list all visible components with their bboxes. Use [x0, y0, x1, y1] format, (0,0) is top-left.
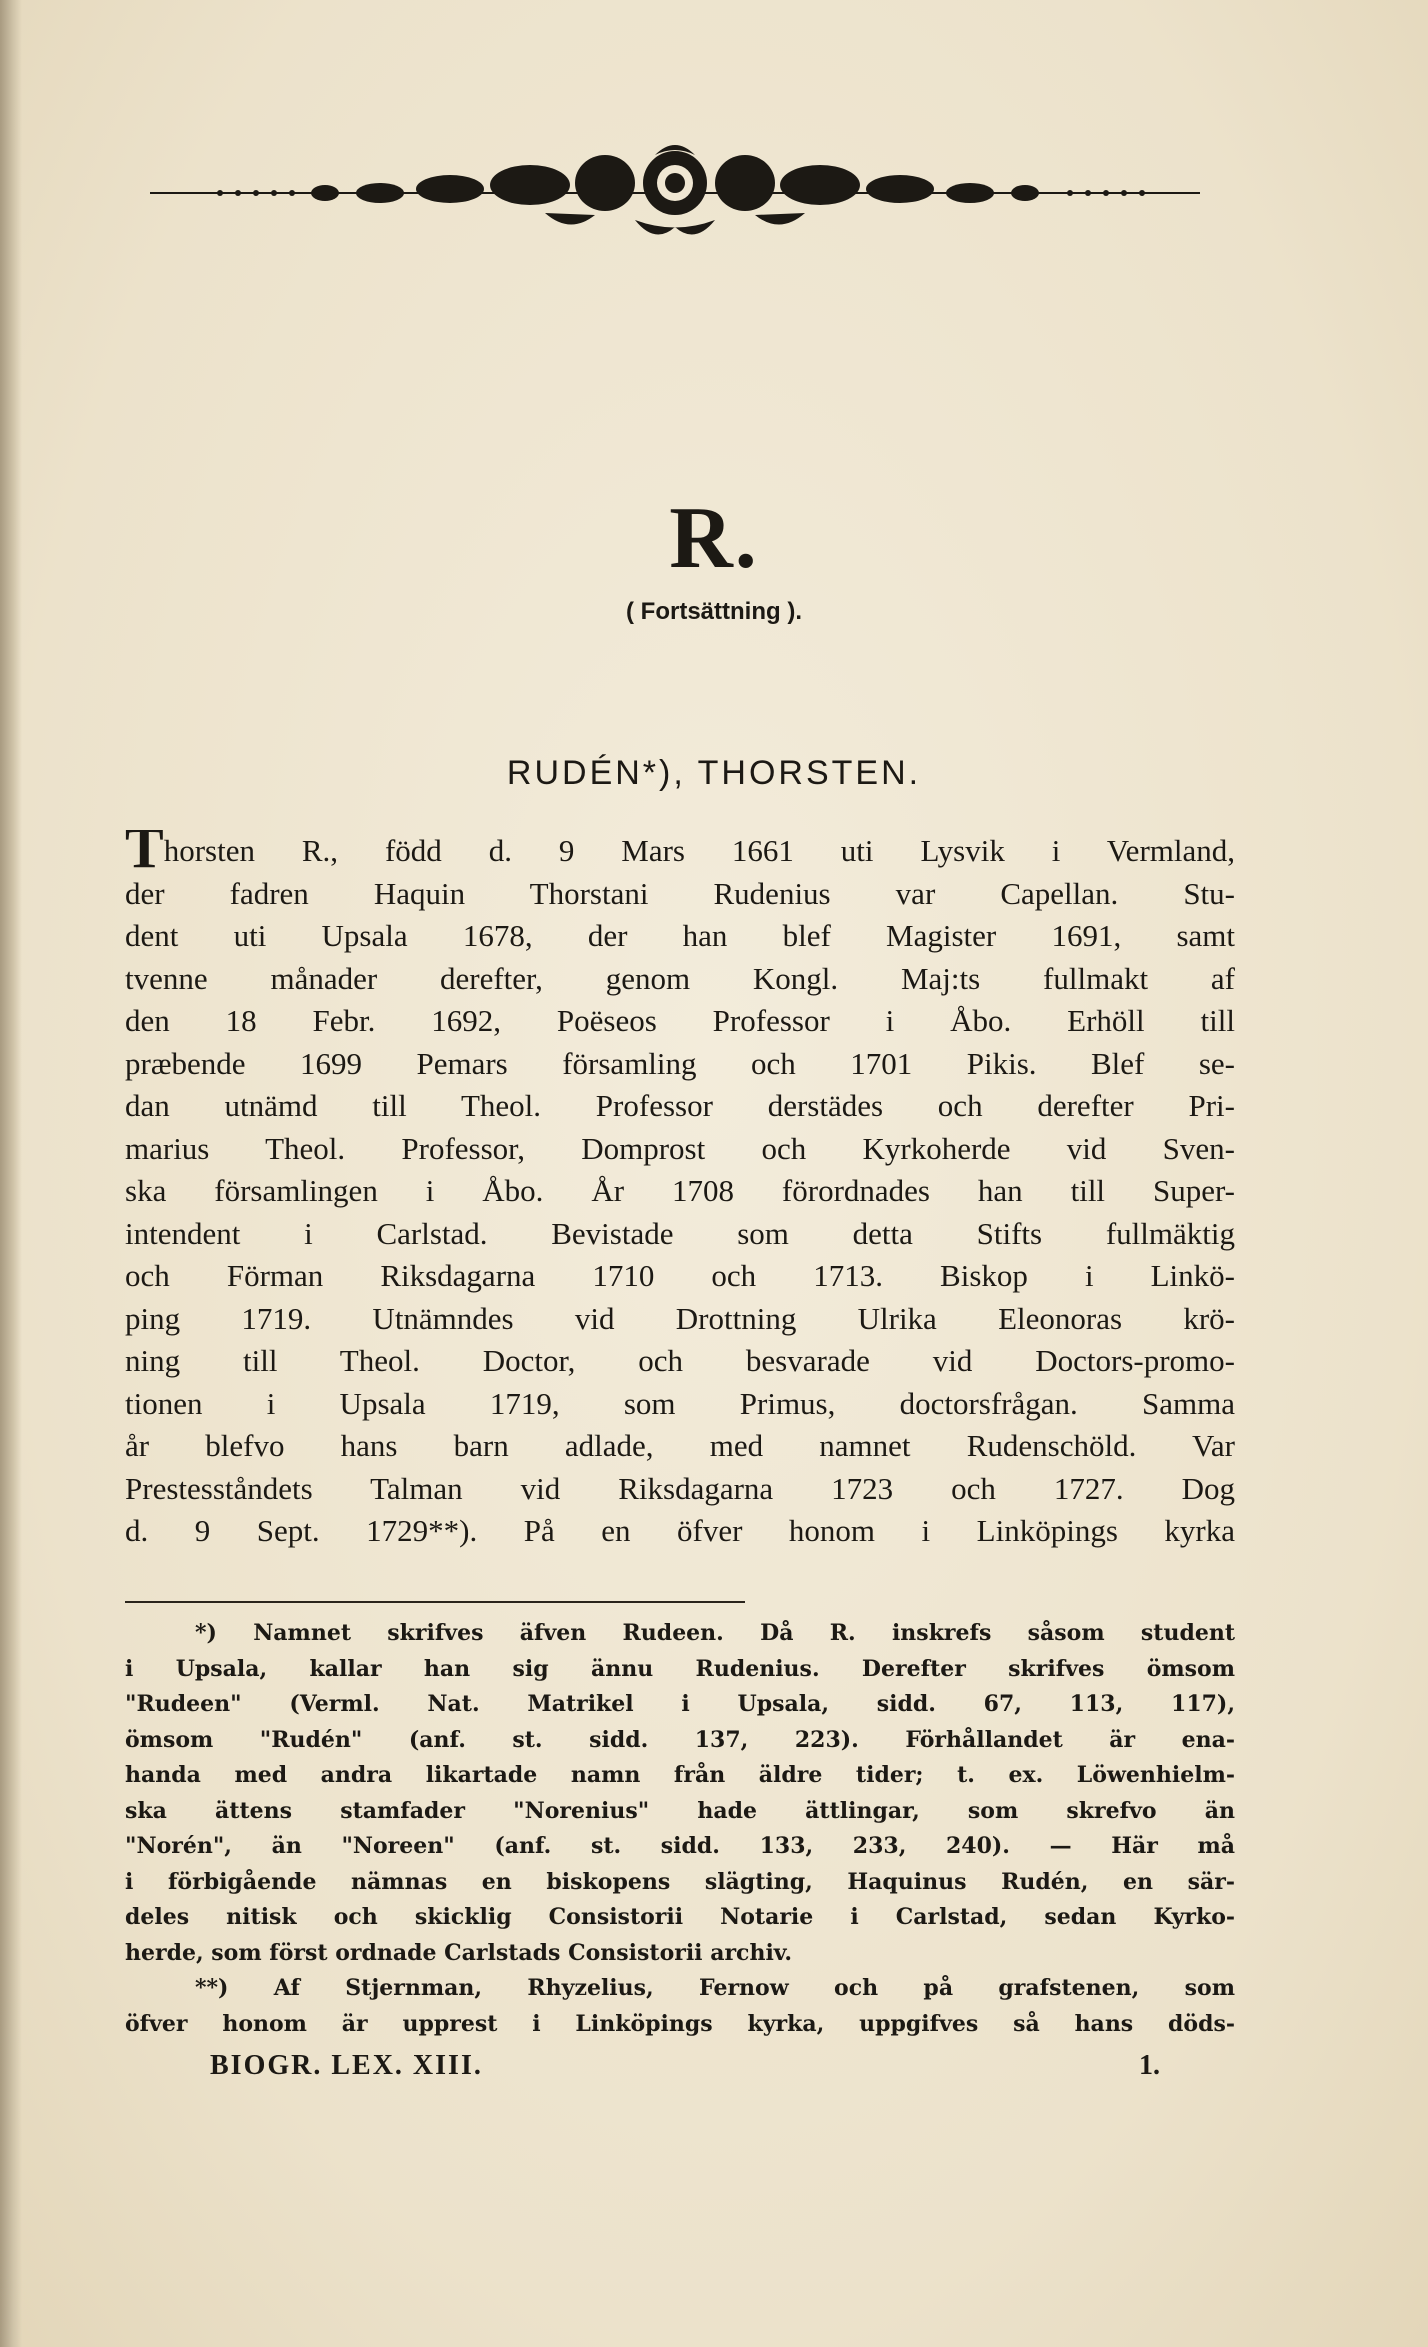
body-line: tionen i Upsala 1719, som Primus, doctorsfrågan. Samma — [125, 1385, 1235, 1421]
footnote-line: öfver honom är upprest i Linköpings kyrka, uppgifves så hans döds- — [125, 2010, 1235, 2037]
footnote-line: handa med andra likartade namn från äldre tider; t. ex. Löwenhielm- — [125, 1762, 1235, 1788]
body-line: ska församlingen i Åbo. År 1708 förordnades han till Super- — [125, 1173, 1235, 1208]
footnote-line: i Upsala, kallar han sig ännu Rudenius. Derefter skrifves ömsom — [125, 1655, 1235, 1682]
footnote-line: "Norén", än "Noreen" (anf. st. sidd. 133, 233, 240). — Här må — [125, 1833, 1235, 1859]
body-line: den 18 Febr. 1692, Poëseos Professor i Åbo. Erhöll till — [125, 1003, 1235, 1038]
body-line: tvenne månader derefter, genom Kongl. Maj:ts fullmakt af — [125, 960, 1235, 996]
body-line: marius Theol. Professor, Domprost och Kyrkoherde vid Sven- — [125, 1130, 1235, 1166]
body-line: dent uti Upsala 1678, der han blef Magister 1691, samt — [125, 918, 1235, 953]
footnote-line: ömsom "Rudén" (anf. st. sidd. 137, 223). Förhållandet är ena- — [125, 1726, 1235, 1753]
page-footer — [210, 2050, 1160, 2090]
body-line: ping 1719. Utnämndes vid Drottning Ulrika Eleonoras krö- — [125, 1300, 1235, 1336]
body-line: d. 9 Sept. 1729**). På en öfver honom i Linköpings kyrka — [125, 1513, 1235, 1548]
body-line: Prestesståndets Talman vid Riksdagarna 1723 och 1727. Dog — [125, 1470, 1235, 1506]
footnote-line: **) Af Stjernman, Rhyzelius, Fernow och på grafstenen, som — [195, 1975, 1235, 2001]
footnote-line: deles nitisk och skicklig Consistorii Notarie i Carlstad, sedan Kyrko- — [125, 1904, 1235, 1930]
body-line: der fadren Haquin Thorstani Rudenius var Capellan. Stu- — [125, 875, 1235, 911]
drop-cap: T — [125, 830, 164, 873]
entry-heading: RUDÉN*), THORSTEN. — [506, 754, 922, 792]
footnote-line: herde, som först ordnade Carlstads Consistorii archiv. — [125, 1939, 793, 1966]
footnote-line: ska ättens stamfader "Norenius" hade ättlingar, som skrefvo än — [125, 1797, 1235, 1824]
page-spine-shadow — [0, 0, 22, 2347]
continuation-label: ( Fortsättning ). — [626, 598, 802, 625]
signature-mark: BIOGR. LEX. XIII. — [210, 2050, 483, 2081]
footnote-line: *) Namnet skrifves äfven Rudeen. Då R. inskrefs såsom student — [195, 1620, 1235, 1646]
footnote-separator — [125, 1601, 745, 1603]
page-number: 1. — [1139, 2050, 1160, 2081]
body-line: ning till Theol. Doctor, och besvarade vid Doctors-promo- — [125, 1343, 1235, 1378]
body-line: år blefvo hans barn adlade, med namnet Rudenschöld. Var — [125, 1428, 1235, 1463]
body-line-text: horsten R., född d. 9 Mars 1661 uti Lysvik i Vermland, — [163, 833, 1235, 868]
body-line: præbende 1699 Pemars församling och 1701 Pikis. Blef se- — [125, 1045, 1235, 1081]
footnote-line: i förbigående nämnas en biskopens slägting, Haquinus Rudén, en sär- — [125, 1868, 1235, 1895]
footnote-line: "Rudeen" (Verml. Nat. Matrikel i Upsala, sidd. 67, 113, 117), — [125, 1691, 1235, 1717]
floral-ornament-icon — [150, 135, 1200, 265]
body-line: och Förman Riksdagarna 1710 och 1713. Biskop i Linkö- — [125, 1258, 1235, 1293]
footnotes — [125, 1616, 1235, 2042]
body-line: dan utnämd till Theol. Professor derstädes och derefter Pri- — [125, 1088, 1235, 1123]
body-line — [125, 830, 1235, 873]
body-line: intendent i Carlstad. Bevistade som detta Stifts fullmäktig — [125, 1215, 1235, 1251]
entry-body — [125, 830, 1235, 1553]
section-letter: R. — [669, 490, 759, 587]
